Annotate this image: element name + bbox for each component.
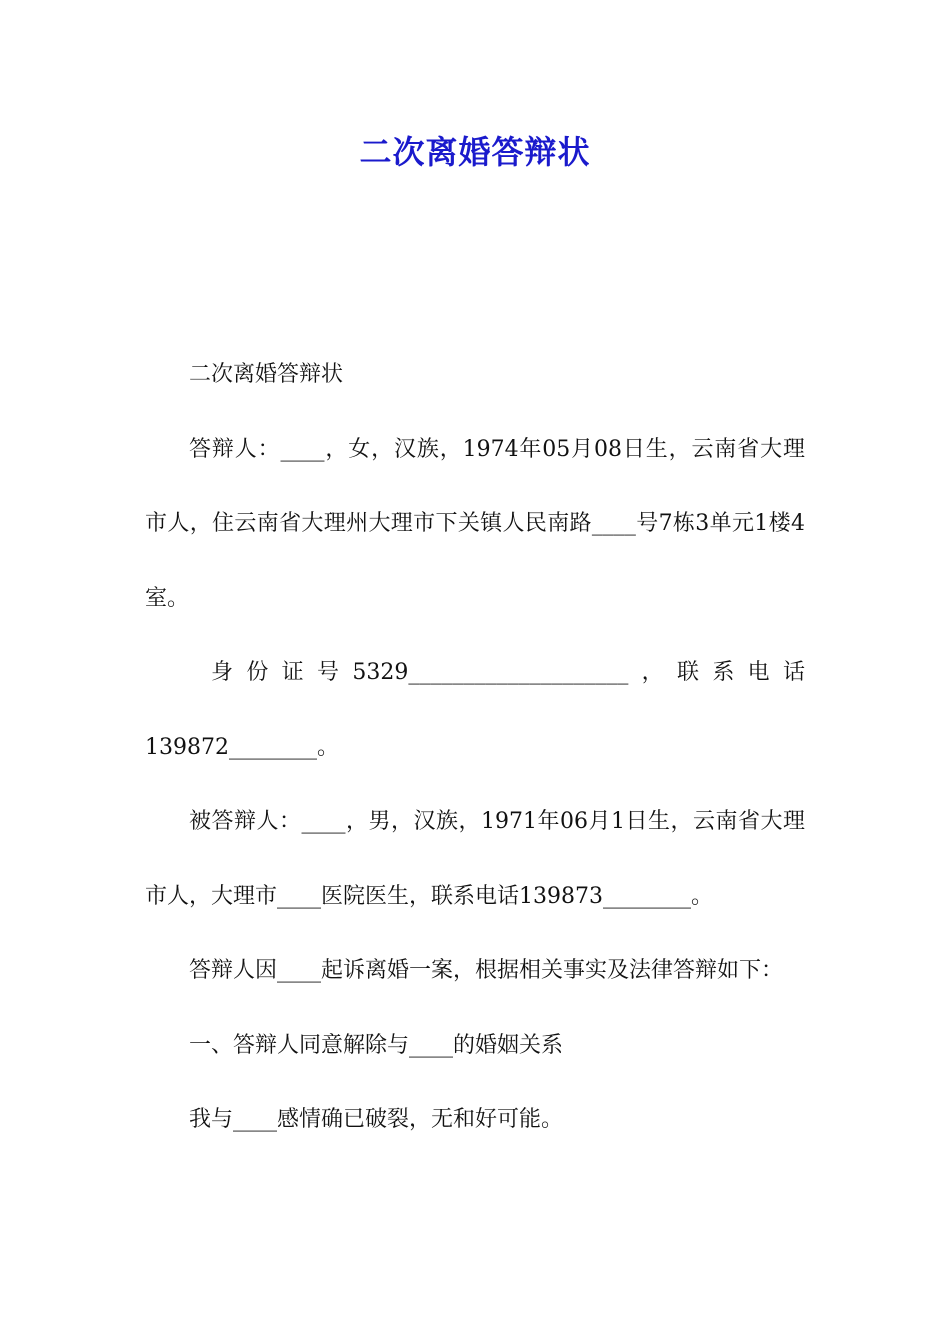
body-paragraph-heading: 二次离婚答辩状 (189, 362, 344, 387)
body-paragraph-id-number: 身份证号5329____________________，联系电话 (211, 660, 805, 685)
body-paragraph-defendant: 被答辩人：____，男，汉族，1971年06月1日生，云南省大理市人，大理市____医院医生，联系电话139873________。 (145, 809, 805, 909)
document-title: 二次离婚答辩状 (359, 133, 591, 171)
body-paragraph-phone: 139872________。 (145, 734, 339, 760)
body-paragraph-respondent: 答辩人：____，女，汉族，1974年05月08日生，云南省大理市人，住云南省大理州大理市下关镇人民南路____号7栋3单元1楼4室。 (145, 436, 805, 611)
body-paragraph-section-one: 一、答辩人同意解除与____的婚姻关系 (189, 1032, 564, 1058)
body-paragraph-statement: 我与____感情确已破裂，无和好可能。 (189, 1107, 564, 1132)
document-body (145, 338, 805, 1158)
body-paragraph-reason: 答辩人因____起诉离婚一案，根据相关事实及法律答辩如下： (189, 958, 784, 983)
